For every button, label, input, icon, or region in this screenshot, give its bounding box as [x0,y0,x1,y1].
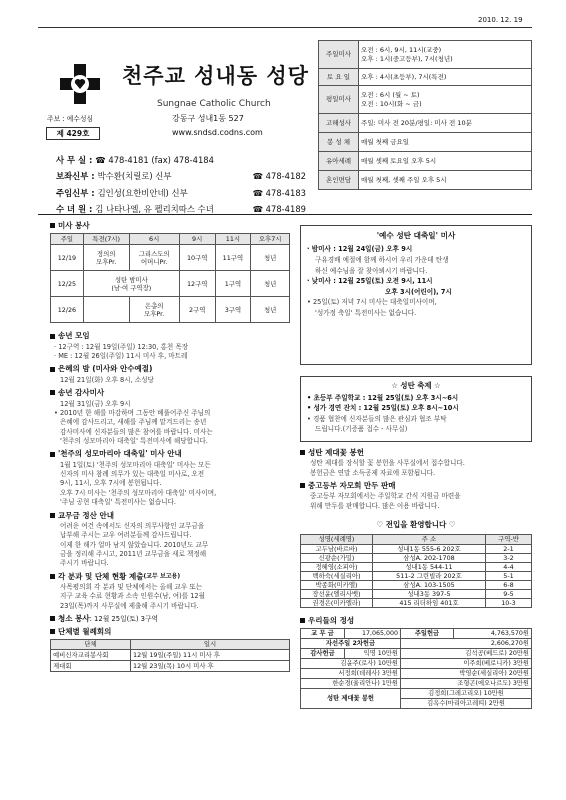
col-header: 일시 [131,639,290,649]
table-row [301,648,532,658]
table-row [301,668,532,678]
table-cell: 정혜영(소피아) [301,562,373,571]
text-line: 어려운 여건 속에서도 신자의 의무사항인 교무금을 [60,521,205,530]
table-cell: 성탄 밤미사 (남·여 구역장) [83,271,179,297]
section-grace [50,364,290,373]
section-cleaning [50,614,290,623]
col-header: 성명(세례명) [301,534,373,544]
dumpling-body [300,492,532,511]
table-cell: 감사헌금 [301,648,345,658]
col-header: 오후7시 [251,234,290,245]
section-report [50,572,290,581]
church-address: 강동구 성내1동 527 [172,114,244,123]
table-cell: 자선주일 2차헌금 [301,638,401,648]
square-bullet-icon [50,334,55,339]
table-header-row [51,234,290,245]
offering-table [300,628,532,709]
text-line: 오후 3시(어린이), 7시 [385,287,452,296]
farewell-body [50,343,290,362]
staff-name: 김 나타나엘, 유 펠리치따스 수녀 [95,204,214,215]
table-row [301,589,532,598]
table-cell: 주일헌금 [401,628,454,638]
text-line: • 경품 협찬에 신자분들의 많은 관심과 협조 부탁 [307,414,447,423]
schedule-label: 주일미사 [319,41,359,69]
table-cell: 은총의 모후Pr. [129,297,179,323]
table-cell: 예비신자교리봉사회 [51,649,131,660]
schedule-row [319,69,532,86]
table-cell: 제대회 [51,660,131,671]
text-line: · 밤미사 : 12월 24일(금) 오후 9시 [307,245,413,254]
section-title: 미사 봉사 [58,221,90,230]
schedule-line: 오후 : 1시(중고등부), 7시(청년) [361,54,453,63]
cleaning-date: : 12월 25일(토) 3구역 [89,614,159,623]
table-cell: 2-1 [486,544,532,553]
table-row [51,245,290,271]
top-rule [38,27,532,28]
schedule-value: 오후 : 4시(초등부), 7시(특전) [359,69,532,86]
section-offering [300,616,532,625]
thanks-body [50,400,290,447]
staff-phone: ☎ 478-4183 [252,187,306,198]
text-line: 이제 한 해가 얼마 남지 않았습니다. 2010년도 교무 [60,540,209,549]
col-header: 구역-반 [486,534,532,544]
text-line: 금을 정리해 주시고, 2011년 교무금을 새로 책정해 [60,550,207,558]
col-header: 11시 [215,234,251,245]
table-cell: 10-3 [486,598,532,607]
office-phone: ☎ 478-4181 (fax) 478-4184 [95,155,214,165]
table-cell: 5-1 [486,571,532,580]
section-title: 교무금 정산 안내 [58,510,114,520]
text-line: '천주의 성모마리아 대축일' 특전미사에 해당합니다. [60,437,208,446]
text-line: 감사미사에 신자분들의 많은 참여를 바랍니다. 미사는 [60,427,213,436]
welcome-title: ♡ 전입을 환영합니다 ♡ [376,520,456,530]
table-cell: 교 무 금 [301,628,345,638]
box-title: '예수 성탄 대축일' 미사 [376,231,456,240]
dues-body [50,522,290,569]
table-cell: 정의의 모후Pr. [83,245,129,271]
section-title: 은혜의 밤 (미사와 안수예절) [58,364,153,374]
square-bullet-icon [300,450,305,455]
table-cell: 고두남(바르바) [301,544,373,553]
text-line: • 2010년 한 해를 마감하며 그동안 베풀어주신 주님의 [54,408,211,417]
table-cell: 청년 [251,297,290,323]
table-row [301,562,532,571]
table-cell: 조형곤(에오나르도) 3만원 [401,678,532,688]
table-header-row [301,534,532,544]
table-cell: 장선윤(엘리사벳) [301,589,373,598]
text-line: 은혜에 감사드리고, 새해를 주님께 맡겨드리는 송년 [60,418,207,427]
church-subtitle: Sungnae Catholic Church [157,99,271,109]
section-title: 우리들의 정성 [308,615,355,625]
staff-label: 수 녀 원 : [56,204,93,215]
table-row [301,580,532,589]
schedule-row [319,114,532,133]
report-body [50,583,290,611]
table-cell: 10구역 [179,245,215,271]
section-mary [50,449,290,458]
table-cell: 3-2 [486,553,532,562]
col-header: 6시 [129,234,179,245]
table-row [51,660,290,671]
square-bullet-icon [50,223,55,228]
col-header: 특전(7시) [83,234,129,245]
table-row [51,297,290,323]
schedule-label: 평일미사 [319,86,359,114]
table-cell: 그리스도의 어머니Pr. [129,245,179,271]
table-cell: 익명 10만원 [345,648,401,658]
text-line: 봉헌금은 연말 소득공제 자료에 포함됩니다. [310,468,436,477]
section-monthly [50,627,290,636]
text-line: 1월 1일(토) '천주의 성모마리아 대축일' 미사는 모든 [60,460,211,469]
text-line: · 12구역 : 12월 19일(주일) 12:30, 홍천 목장 [54,342,189,351]
section-mass [50,221,290,230]
issue-date: 2010. 12. 19 [478,16,523,24]
staff-phone: ☎ 478-4182 [252,171,306,182]
table-cell: 한순경(율리안나) 1만원 [301,678,401,688]
table-row [301,628,532,638]
table-cell: 1구역 [215,271,251,297]
table-cell: 9-5 [486,589,532,598]
table-cell: 11구역 [215,245,251,271]
text-line: 지구 교육 수료 현황과 소속 인원수(남, 여)를 12월 [60,592,205,601]
schedule-row [319,152,532,171]
schedule-label: 유아세례 [319,152,359,171]
text-line: 오후 7시 미사는 '천주의 성모마리아 대축일' 미사이며, [60,488,217,497]
box-title: ☆ 성탄 축제 ☆ [391,381,441,390]
schedule-line: 오전 : 10시(화 ~ 금) [361,99,422,108]
festival-box [300,376,532,442]
table-cell: 이주희(베로니카) 3만원 [401,658,532,668]
table-row [301,638,532,648]
table-row [301,598,532,607]
table-cell: 신광순(가밀) [301,553,373,562]
schedule-label: 봉 성 체 [319,133,359,152]
christmas-mass-box [300,225,532,365]
table-cell: 12/26 [51,297,84,323]
text-line: 사목평의회 각 분과 및 단체에서는 올해 교우 또는 [60,583,203,592]
section-title-note: (교무 보고용) [143,572,181,580]
table-cell: 2,606,270원 [401,638,532,648]
table-cell: 4,763,570원 [453,628,531,638]
square-bullet-icon [50,367,55,372]
table-cell: 백하숙(세실리아) [301,571,373,580]
text-line: • 성가 경연 잔치 : 12월 25일(토) 오후 8시~10시 [307,404,459,413]
schedule-value: 매월 첫째, 셋째 주일 오후 5시 [359,171,532,190]
text-line: · ME : 12월 26일(주일) 11시 미사 후, 마트레 [54,352,188,361]
schedule-value [359,86,532,114]
issue-number: 제 429호 [46,127,100,140]
table-row [301,544,532,553]
table-row [51,271,290,297]
staff-name: 박수환(치릴로) 신부 [97,171,172,182]
staff-label: 보좌신부 : [56,171,95,182]
table-cell: 김석공(베드로) 20만원 [401,648,532,658]
office-label: 사 무 실 : [56,155,93,165]
table-cell: 415 리더하임 401호 [373,598,486,607]
table-cell [83,297,129,323]
table-cell: 12/19 [51,245,84,271]
office-row [56,152,306,168]
mass-service-table [50,233,290,323]
table-cell: 성탄 제대꽃 봉헌 [301,688,401,708]
staff-label: 주임신부 : [56,187,95,198]
section-thanks [50,388,290,397]
table-cell: 12월 19일(주일) 11시 미사 후 [131,649,290,660]
table-cell: 박영순(세실리아) 20만원 [401,668,532,678]
table-cell: 12구역 [179,271,215,297]
table-cell: 성내1동 544-11 [373,562,486,571]
table-cell: 김정희(그레고리오) 10만원 [401,688,532,698]
text-line: 위해 만두를 판매합니다. 많은 이용 바랍니다. [310,501,440,510]
section-title: 중고등부 자모회 만두 판매 [308,481,396,491]
schedule-label: 혼인면담 [319,171,359,190]
christmas-body [307,244,525,318]
table-row [51,649,290,660]
square-bullet-icon [50,616,55,621]
schedule-value [359,41,532,69]
text-line: 성탄 제대를 장식할 꽃 봉헌을 사무실에서 접수합니다. [310,459,465,468]
section-flowers [300,448,532,457]
table-cell: 박종화(미카엘) [301,580,373,589]
table-cell: 삼성A. 202-1708 [373,553,486,562]
table-cell: 2구역 [179,297,215,323]
text-line: '성가정 축일' 특전미사는 없습니다. [315,308,417,317]
table-cell: 6-8 [486,580,532,589]
section-title: 단체별 월례회의 [58,626,112,636]
section-title: 성탄 제대꽃 봉헌 [308,448,364,457]
table-cell: 권경은(미카엘라) [301,598,373,607]
right-notices [300,448,532,709]
staff-phone: ☎ 478-4189 [252,204,306,215]
table-header-row [51,639,290,649]
col-header: 9시 [179,234,215,245]
staff-row [56,201,306,217]
left-column [50,221,290,672]
table-cell: 12월 23일(목) 10시 미사 후 [131,660,290,671]
section-dues [50,511,290,520]
text-line: 하신 예수님을 잘 찾아뵈시기 바랍니다. [315,266,428,275]
table-row [301,571,532,580]
header-divider [38,214,532,215]
table-row [301,658,532,668]
table-cell: 청년 [251,271,290,297]
table-cell: 삼성A. 103-1505 [373,580,486,589]
flowers-body [300,459,532,478]
table-cell: 김옥수(마리아고레띠) 2만원 [401,698,532,708]
table-cell: 청년 [251,245,290,271]
text-line: • 25일(토) 저녁 7시 미사는 대축일미사이며, [307,298,437,307]
table-cell: 12/25 [51,271,84,297]
section-title: 송년 감사미사 [58,388,105,398]
square-bullet-icon [50,513,55,518]
text-line: · 낮미사 : 12월 25일(토) 오전 9시, 11시 [307,277,433,286]
schedule-row [319,86,532,114]
staff-name: 김인성(요한비안네) 신부 [97,187,188,198]
staff-row [56,185,306,201]
table-cell: 서정희(데레사) 3만원 [301,668,401,678]
table-cell: 511-2 그린빌라 202호 [373,571,486,580]
square-bullet-icon [300,483,305,488]
text-line: 12월 31일(금) 오후 9시 [60,399,131,408]
text-line: 중고등부 자모회에서는 주일학교 간식 지원금 마련을 [310,492,461,501]
col-header: 단체 [51,639,131,649]
square-bullet-icon [50,390,55,395]
grace-body: 12월 21일(화) 오후 8시, 소성당 [60,375,154,384]
schedule-value: 매월 첫째 금요일 [359,133,532,152]
website-link[interactable]: www.sndsd.codns.com [172,128,263,137]
mary-body [50,461,290,508]
schedule-line: 오전 : 6시 (월 ~ 토) [361,91,420,100]
schedule-row [319,133,532,152]
table-cell: 4-4 [486,562,532,571]
contact-list [56,152,306,218]
staff-row [56,168,306,184]
text-line: 드립니다.(기증품 접수 - 사무실) [315,424,408,433]
section-title: '천주의 성모마리아 대축일' 미사 안내 [58,449,182,459]
section-dumpling [300,481,532,490]
table-cell: 김윤주(로사) 10만원 [301,658,401,668]
square-bullet-icon [300,618,305,623]
square-bullet-icon [50,629,55,634]
text-line: 구유경배 예절에 함께 하시어 우리 가운데 탄생 [315,256,449,265]
table-cell: 성내3동 397-5 [373,589,486,598]
schedule-line: 오전 : 6시, 9시, 11시(교중) [361,46,442,55]
section-title: 송년 모임 [58,331,90,341]
welcome-table [300,534,532,608]
schedule-label: 토 요 일 [319,69,359,86]
table-row [301,678,532,688]
col-header: 주 소 [373,534,486,544]
monthly-meeting-table [50,639,290,672]
text-line: 9시, 11시, 오후 7시에 봉헌됩니다. [60,479,162,488]
text-line: 납부해 주시는 교우 여러분들께 감사드립니다. [60,531,192,540]
schedule-value: 매월 셋째 토요일 오후 5시 [359,152,532,171]
table-cell: 성내1동 555-6 202호 [373,544,486,553]
schedule-row [319,171,532,190]
text-line: • 초등부 주일학교 : 12월 25일(토) 오후 3시~6시 [307,394,459,403]
text-line: 23일(목)까지 사무실에 제출해 주시기 바랍니다. [60,601,199,610]
table-cell: 3구역 [215,297,251,323]
col-header: 주일 [51,234,84,245]
festival-body [307,393,525,434]
section-title: 각 분과 및 단체 현황 제출 [58,571,144,581]
schedule-row [319,41,532,69]
square-bullet-icon [50,574,55,579]
table-row [301,553,532,562]
schedule-value: 주일: 미사 전 20분/평일: 미사 전 10분 [359,114,532,133]
church-title: 천주교 성내동 성당 [122,63,309,88]
text-line: '주님 공현 대축일' 특전미사는 없습니다. [60,498,177,507]
section-farewell [50,331,290,340]
patron-saint: 주보 : 예수성심 [47,115,94,123]
text-line: 신자의 미사 참례 의무가 있는 대축일 미사로, 오전 [60,470,205,479]
schedule-label: 고해성사 [319,114,359,133]
section-title: 청소 봉사 [58,614,90,624]
church-logo [58,62,102,106]
table-row [301,688,532,698]
square-bullet-icon [50,452,55,457]
mass-schedule-table [318,40,532,190]
text-line: 주시기 바랍니다. [60,559,109,568]
table-cell: 17,065,000 [345,628,401,638]
